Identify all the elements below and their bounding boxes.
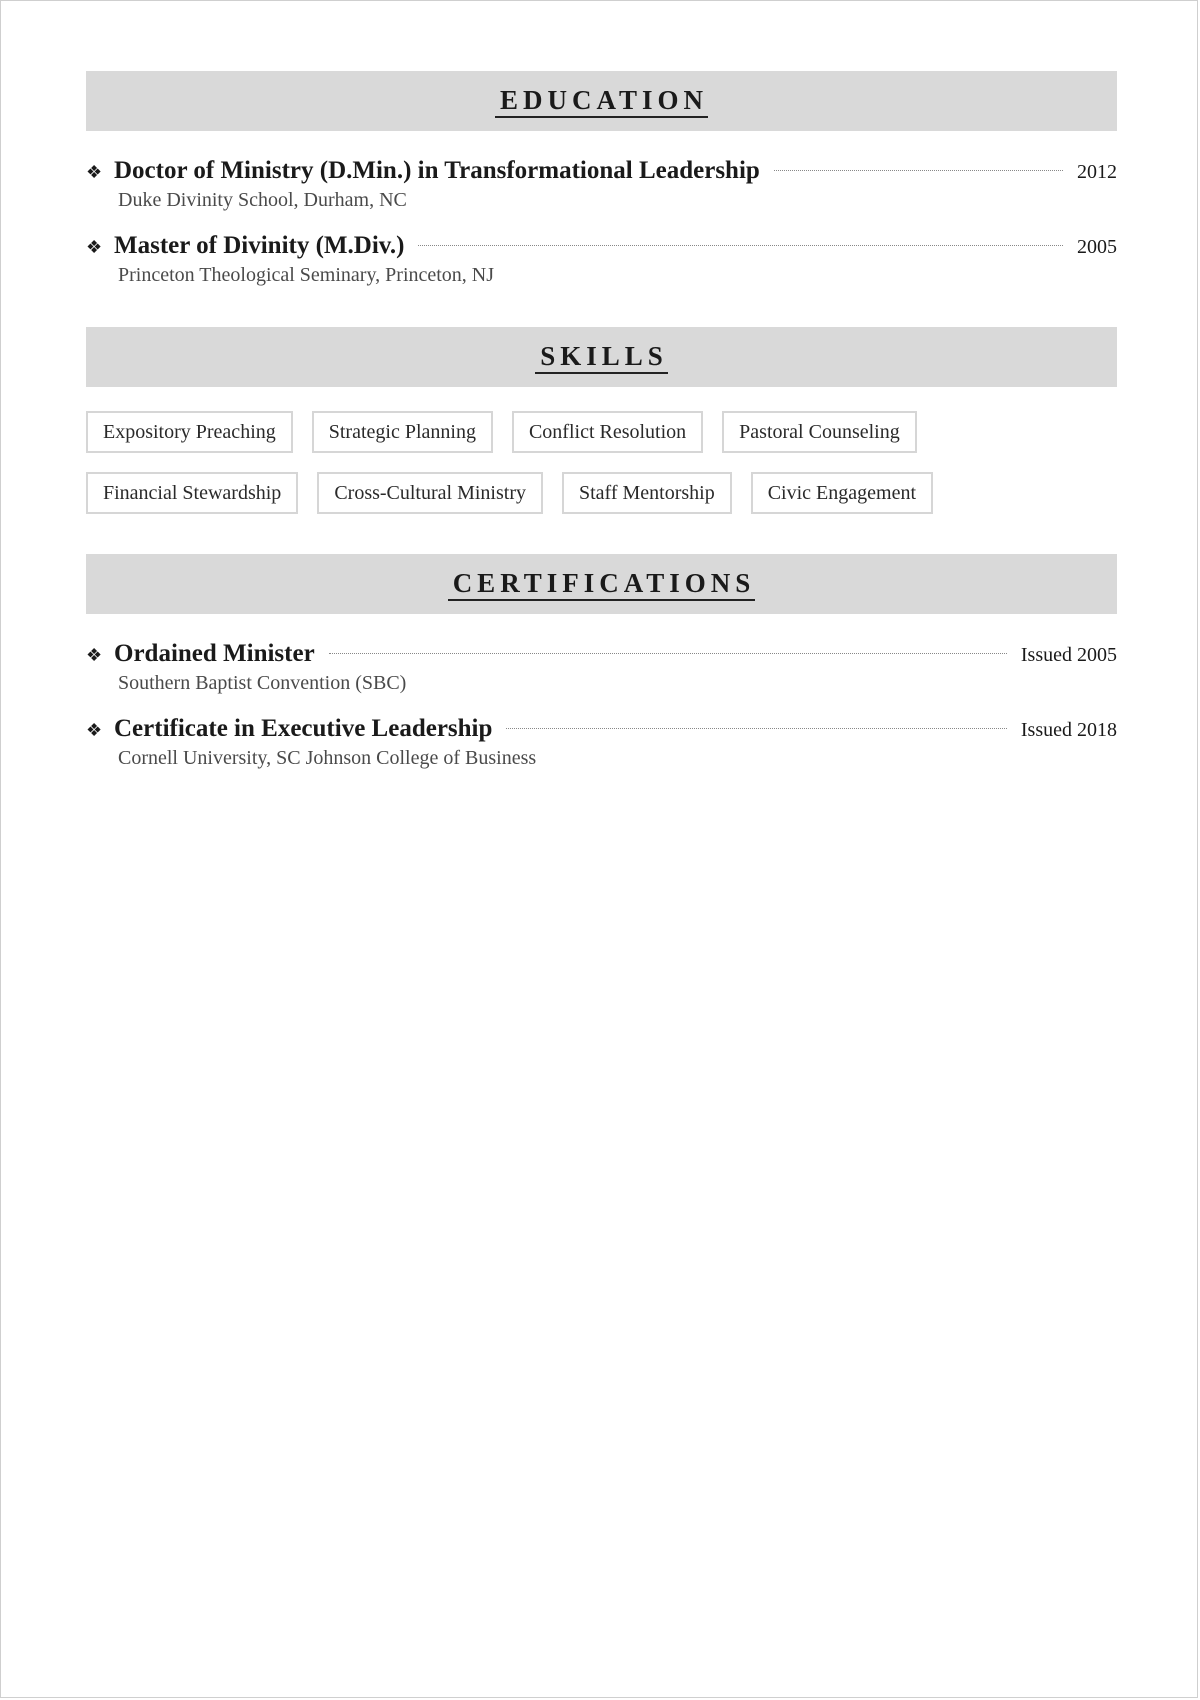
education-entry	[86, 157, 1117, 212]
dotted-leader	[329, 653, 1007, 654]
skill-tag: Cross-Cultural Ministry	[317, 472, 543, 514]
dotted-leader	[506, 728, 1006, 729]
education-entry	[86, 232, 1117, 287]
degree-year: 2005	[1077, 236, 1117, 258]
bullet-icon: ❖	[86, 162, 103, 182]
skills-header	[86, 327, 1117, 387]
skill-tag: Financial Stewardship	[86, 472, 298, 514]
skill-row	[86, 411, 1117, 453]
education-header	[86, 71, 1117, 131]
certification-entry	[86, 640, 1117, 695]
bullet-icon: ❖	[86, 645, 103, 665]
skill-tag: Conflict Resolution	[512, 411, 703, 453]
skill-row	[86, 472, 1117, 514]
degree-institution: Duke Divinity School, Durham, NC	[118, 189, 407, 211]
skill-tag: Staff Mentorship	[562, 472, 732, 514]
certification-title: Ordained Minister	[114, 640, 315, 667]
skills-list	[86, 411, 1117, 514]
bullet-icon: ❖	[86, 237, 103, 257]
degree-institution: Princeton Theological Seminary, Princeton, NJ	[118, 264, 495, 286]
certification-entry	[86, 715, 1117, 770]
bullet-icon: ❖	[86, 720, 103, 740]
certification-date: Issued 2005	[1020, 644, 1117, 666]
skill-tag: Civic Engagement	[751, 472, 933, 514]
skill-tag: Pastoral Counseling	[722, 411, 917, 453]
certification-issuer: Southern Baptist Convention (SBC)	[118, 672, 407, 694]
skill-tag: Strategic Planning	[312, 411, 493, 453]
degree-title: Doctor of Ministry (D.Min.) in Transformational Leadership	[114, 157, 760, 184]
certification-date: Issued 2018	[1020, 719, 1117, 741]
skills-title: SKILLS	[535, 340, 668, 374]
skill-tag: Expository Preaching	[86, 411, 293, 453]
dotted-leader	[774, 170, 1063, 171]
certifications-list	[86, 640, 1117, 770]
certifications-title: CERTIFICATIONS	[448, 567, 756, 601]
degree-title: Master of Divinity (M.Div.)	[114, 232, 405, 259]
education-title: EDUCATION	[495, 84, 708, 118]
dotted-leader	[418, 245, 1063, 246]
certifications-header	[86, 554, 1117, 614]
certification-title: Certificate in Executive Leadership	[114, 715, 493, 742]
degree-year: 2012	[1077, 161, 1117, 183]
certification-issuer: Cornell University, SC Johnson College of Business	[118, 747, 537, 769]
resume-content	[86, 71, 1117, 790]
education-list	[86, 157, 1117, 287]
